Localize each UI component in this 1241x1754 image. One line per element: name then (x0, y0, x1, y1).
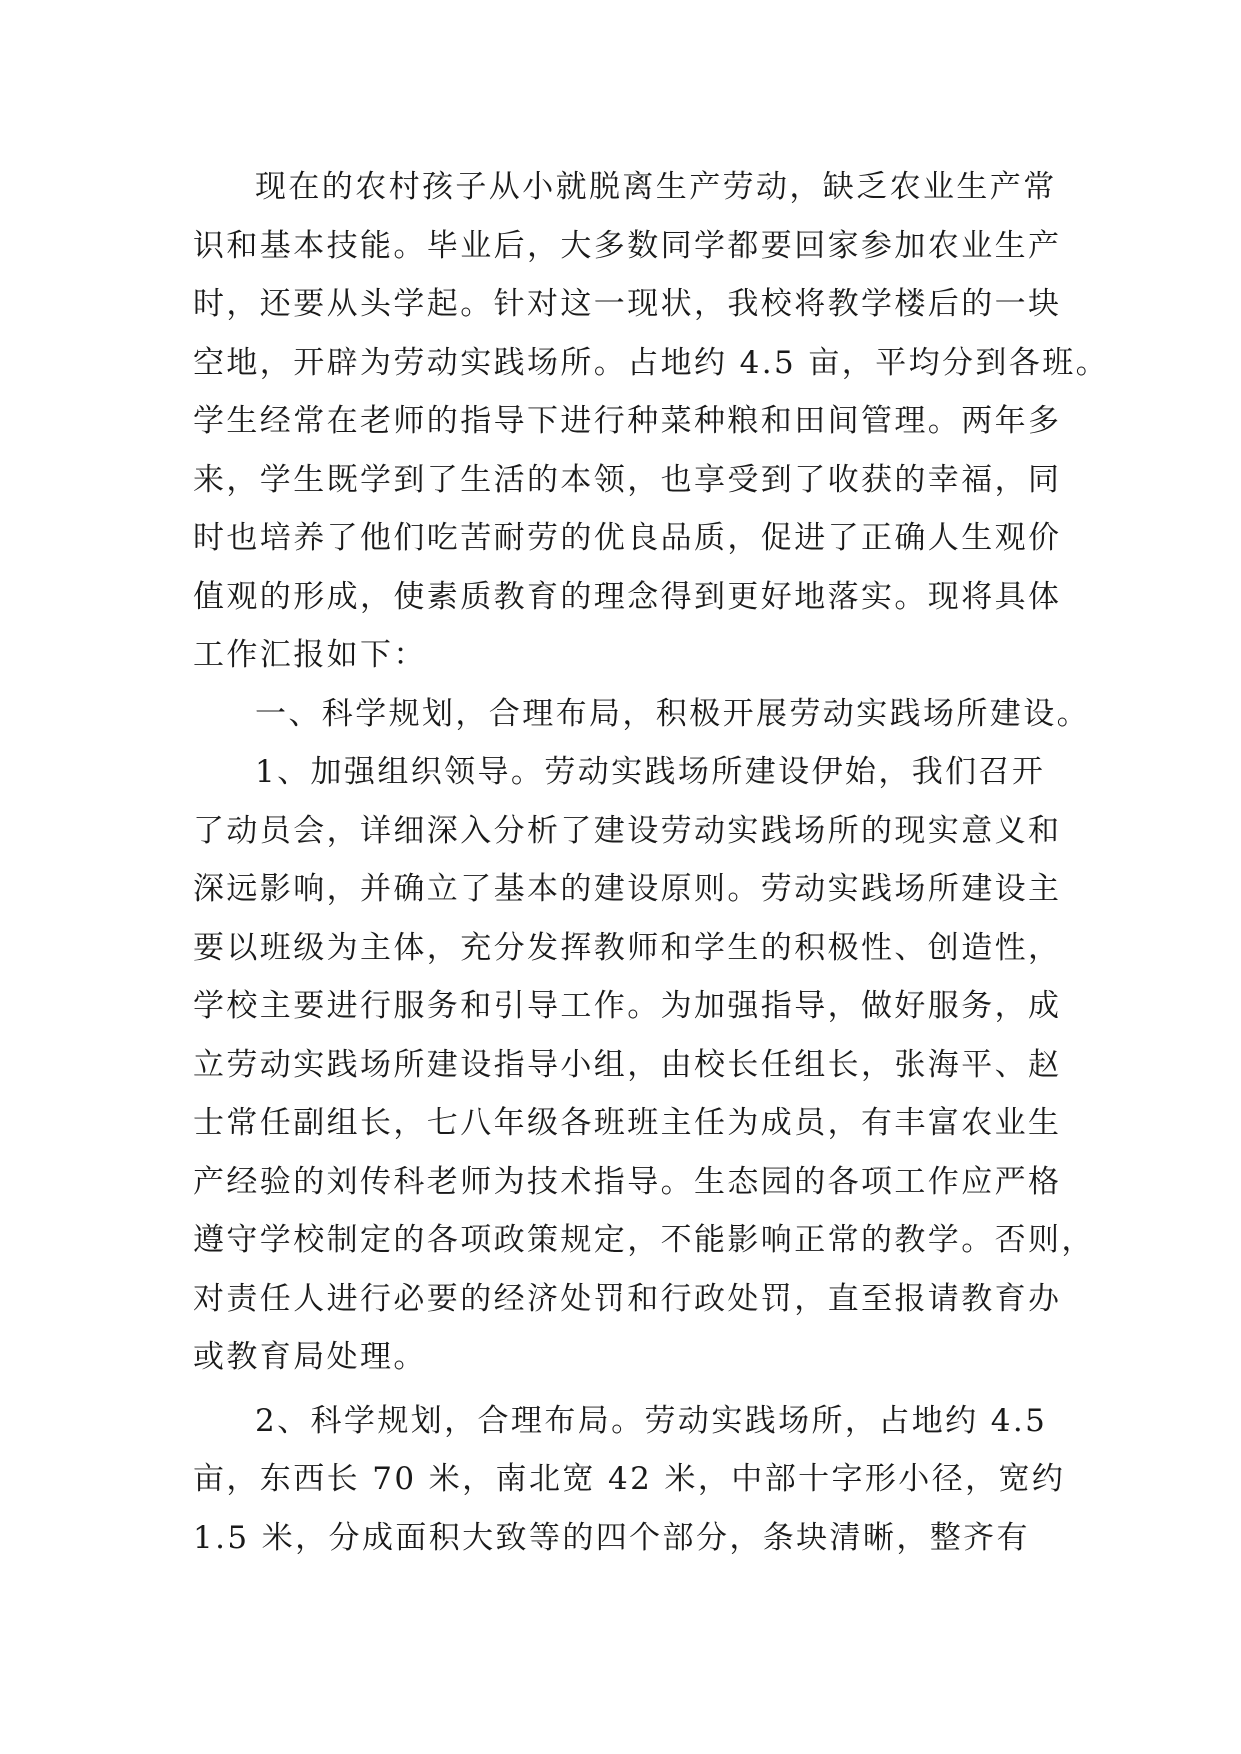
paragraph-2-line-9: 遵守学校制定的各项政策规定，不能影响正常的教学。否则， (193, 1222, 1095, 1258)
paragraph-2-line-11: 或教育局处理。 (193, 1339, 427, 1375)
paragraph-3-line-2: 亩，东西长 70 米，南北宽 42 米，中部十字形小径，宽约 (193, 1461, 1066, 1497)
paragraph-1-line-4: 空地，开辟为劳动实践场所。占地约 4.5 亩，平均分到各班。 (193, 344, 1110, 381)
document-body (193, 158, 1110, 1567)
paragraph-2-line-4: 要以班级为主体，充分发挥教师和学生的积极性、创造性， (193, 929, 1062, 966)
paragraph-1-line-7: 时也培养了他们吃苦耐劳的优良品质，促进了正确人生观价 (193, 520, 1062, 556)
paragraph-2-line-8: 产经验的刘传科老师为技术指导。生态园的各项工作应严格 (193, 1163, 1062, 1200)
paragraph-3-line-3: 1.5 米，分成面积大致等的四个部分，条块清晰，整齐有 (193, 1519, 1030, 1556)
paragraph-3-line-1: 2、科学规划，合理布局。劳动实践场所，占地约 4.5 (255, 1402, 1048, 1439)
paragraph-1-line-5: 学生经常在老师的指导下进行种菜种粮和田间管理。两年多 (193, 403, 1062, 439)
paragraph-2-line-7: 士常任副组长，七八年级各班班主任为成员，有丰富农业生 (193, 1105, 1062, 1141)
paragraph-2-line-5: 学校主要进行服务和引导工作。为加强指导，做好服务，成 (193, 988, 1062, 1024)
paragraph-1-line-9: 工作汇报如下： (193, 637, 427, 673)
paragraph-1-line-6: 来，学生既学到了生活的本领，也享受到了收获的幸福，同 (193, 461, 1062, 498)
section-heading-1: 一、科学规划，合理布局，积极开展劳动实践场所建设。 (255, 695, 1090, 732)
paragraph-1-line-1: 现在的农村孩子从小就脱离生产劳动，缺乏农业生产常 (255, 169, 1057, 205)
paragraph-2-line-3: 深远影响，并确立了基本的建设原则。劳动实践场所建设主 (193, 871, 1062, 907)
paragraph-2-line-2: 了动员会，详细深入分析了建设劳动实践场所的现实意义和 (193, 812, 1062, 849)
paragraph-2-line-1: 1、加强组织领导。劳动实践场所建设伊始，我们召开 (255, 754, 1046, 790)
paragraph-1-line-8: 值观的形成，使素质教育的理念得到更好地落实。现将具体 (193, 578, 1062, 615)
paragraph-1-line-3: 时，还要从头学起。针对这一现状，我校将教学楼后的一块 (193, 286, 1062, 322)
paragraph-2-line-6: 立劳动实践场所建设指导小组，由校长任组长，张海平、赵 (193, 1046, 1062, 1083)
paragraph-1-line-2: 识和基本技能。毕业后，大多数同学都要回家参加农业生产 (193, 227, 1062, 264)
paragraph-2-line-10: 对责任人进行必要的经济处罚和行政处罚，直至报请教育办 (193, 1280, 1062, 1317)
